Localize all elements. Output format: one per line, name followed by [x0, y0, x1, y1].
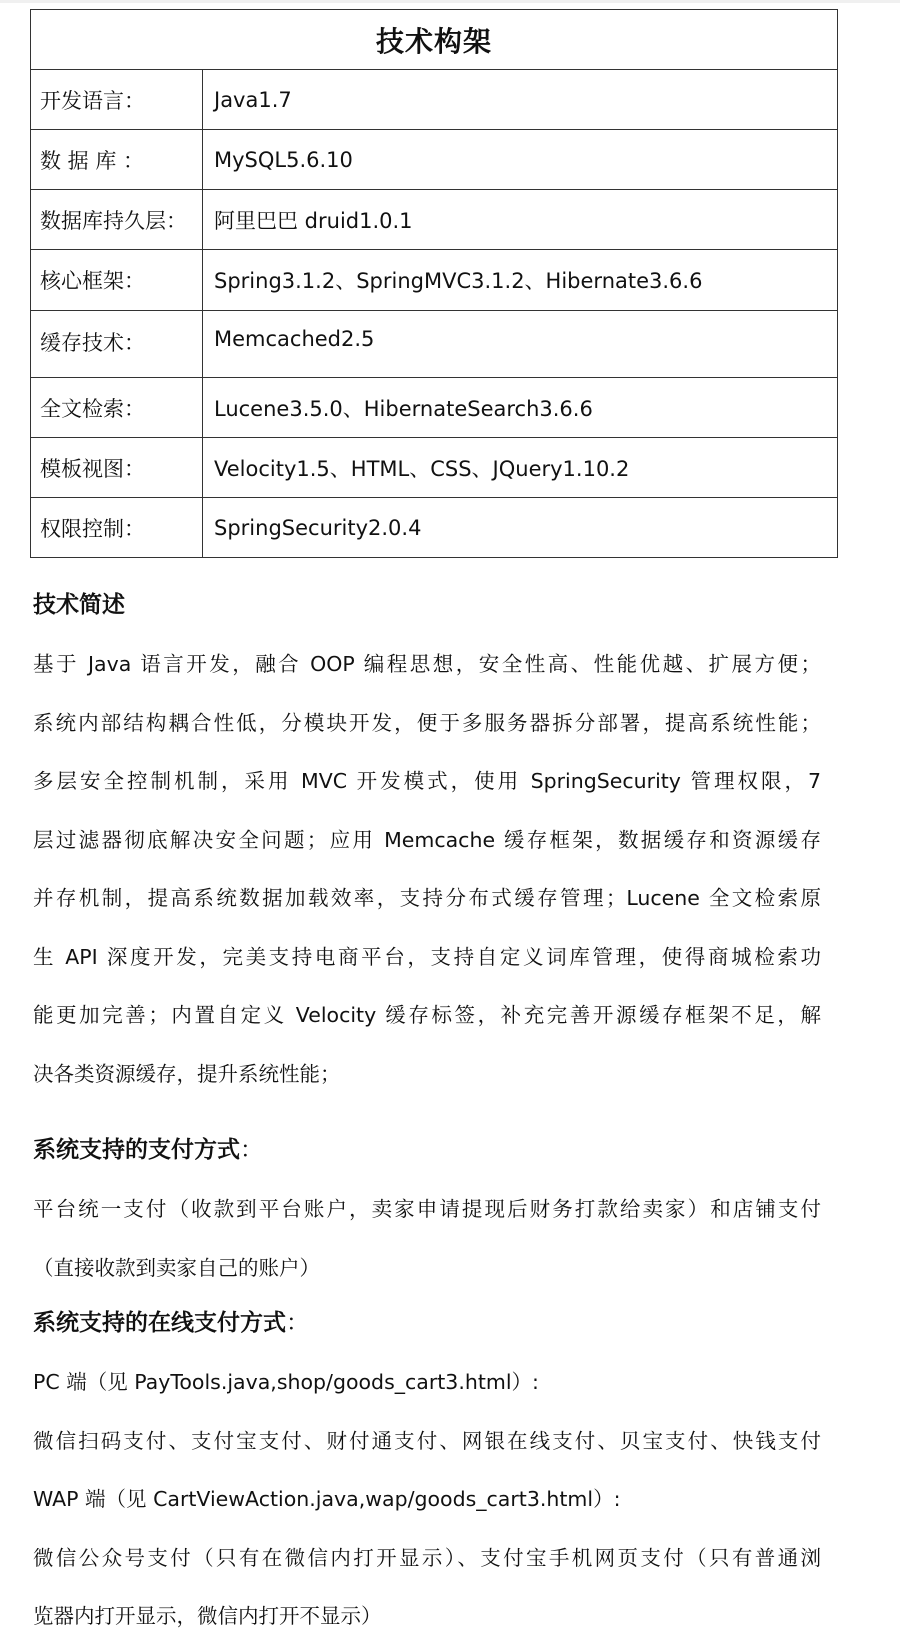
- row-key: 权限控制：: [31, 498, 203, 558]
- online-payment-section: [33, 1293, 821, 1646]
- row-key: 模板视图：: [31, 438, 203, 498]
- row-key: 数据库持久层：: [31, 190, 203, 250]
- row-key: 核心框架：: [31, 250, 203, 311]
- paragraph-line: 并存机制，提高系统数据加载效率，支持分布式缓存管理；Lucene 全文检索原: [33, 886, 821, 910]
- paragraph-line: 微信扫码支付、支付宝支付、财付通支付、网银在线支付、贝宝支付、快钱支付: [33, 1428, 821, 1453]
- table-row: [31, 130, 838, 190]
- row-key: 开发语言：: [31, 70, 203, 130]
- table-row: [31, 498, 838, 558]
- table-row: [31, 190, 838, 250]
- paragraph-line: 决各类资源缓存，提升系统性能；: [33, 1061, 341, 1086]
- row-value: SpringSecurity2.0.4: [203, 498, 838, 558]
- paragraph-line: 能更加完善；内置自定义 Velocity 缓存标签，补充完善开源缓存框架不足，解: [33, 1003, 821, 1027]
- paragraph-line: 系统内部结构耦合性低，分模块开发，便于多服务器拆分部署，提高系统性能；: [33, 710, 821, 735]
- row-value: Java1.7: [203, 70, 838, 130]
- table-row: [31, 250, 838, 311]
- table-title: 技术构架: [31, 10, 838, 70]
- paragraph-line: WAP 端（见 CartViewAction.java,wap/goods_cart3.html）:: [33, 1487, 621, 1511]
- table-row: [31, 311, 838, 378]
- table-row: [31, 438, 838, 498]
- tech-overview-section: [33, 575, 821, 1103]
- table-row: [31, 70, 838, 130]
- heading-colon: ：: [286, 1310, 309, 1336]
- paragraph-line: 微信公众号支付（只有在微信内打开显示）、支付宝手机网页支付（只有普通浏: [33, 1545, 821, 1570]
- paragraph-line: PC 端（见 PayTools.java,shop/goods_cart3.html）:: [33, 1370, 539, 1394]
- heading-text: 系统支持的支付方式: [33, 1137, 240, 1163]
- top-strip: [0, 0, 900, 3]
- row-key: 全文检索：: [31, 378, 203, 438]
- paragraph-line: 基于 Java 语言开发，融合 OOP 编程思想，安全性高、性能优越、扩展方便；: [33, 652, 821, 676]
- row-value: Lucene3.5.0、HibernateSearch3.6.6: [203, 378, 838, 438]
- paragraph-line: 平台统一支付（收款到平台账户，卖家申请提现后财务打款给卖家）和店铺支付: [33, 1197, 821, 1221]
- payment-methods-section: [33, 1120, 821, 1297]
- row-key: 缓存技术：: [31, 311, 203, 378]
- heading-colon: ：: [240, 1137, 263, 1163]
- section-heading: [33, 1293, 821, 1353]
- paragraph-line: 层过滤器彻底解决安全问题；应用 Memcache 缓存框架，数据缓存和资源缓存: [33, 827, 821, 852]
- row-value: 阿里巴巴 druid1.0.1: [203, 190, 838, 250]
- paragraph-line: （直接收款到卖家自己的账户）: [33, 1255, 320, 1280]
- section-heading: [33, 1120, 821, 1180]
- row-value: Memcached2.5: [203, 311, 838, 378]
- row-key: 数 据 库 ：: [31, 130, 203, 190]
- section-heading: 技术简述: [33, 592, 125, 618]
- paragraph-line: 多层安全控制机制，采用 MVC 开发模式，使用 SpringSecurity 管理权限，7: [33, 769, 821, 793]
- paragraph-line: 生 API 深度开发，完美支持电商平台，支持自定义词库管理，使得商城检索功: [33, 944, 821, 969]
- tech-stack-table: [30, 9, 838, 558]
- paragraph-line: 览器内打开显示，微信内打开不显示）: [33, 1604, 382, 1628]
- row-value: MySQL5.6.10: [203, 130, 838, 190]
- row-value: Spring3.1.2、SpringMVC3.1.2、Hibernate3.6.6: [203, 250, 838, 311]
- row-value: Velocity1.5、HTML、CSS、JQuery1.10.2: [203, 438, 838, 498]
- table-row: [31, 378, 838, 438]
- heading-text: 系统支持的在线支付方式: [33, 1310, 286, 1336]
